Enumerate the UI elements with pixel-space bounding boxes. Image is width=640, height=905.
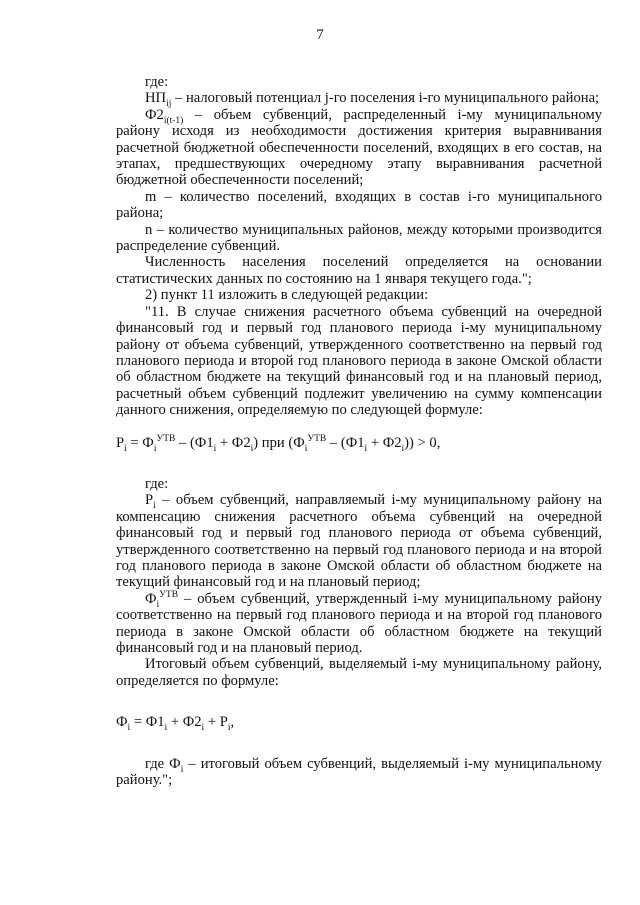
formula1-sub-g: i — [401, 443, 405, 454]
formula2-sub-a: i — [127, 723, 131, 734]
final-definition-text: – итоговый объем субвенций, выделяемый i-му муниципальному району."; — [116, 755, 602, 789]
formula1-part-b: = Ф — [126, 434, 154, 451]
page-number: 7 — [316, 27, 324, 43]
total-paragraph: Итоговый объем субвенций, выделяемый i-му муниципальному району, определяется по формуле: — [116, 656, 602, 689]
formula1-sub-c: i — [213, 443, 217, 454]
futv-subscript: i — [156, 599, 160, 610]
formula1-sub-b: i — [153, 443, 157, 454]
p-definition-text: – объем субвенций, направляемый i-му муниципальному району на компенсацию снижения расчетного объема субвенций на очередной финансовый год и первый год планового периода от объема субвенций, утвержденного соответственно на первый год планового периода и на второй год планового периода в законе Омской области об областном бюджете на текущий финансовый год и на плановый период; — [116, 492, 602, 591]
formula1-sup-e: УТВ — [307, 433, 327, 444]
formula2-part-e: , — [230, 714, 235, 731]
final-definition-subscript: i — [180, 764, 184, 775]
formula-compensation — [116, 433, 602, 454]
formula1-part-g: + Ф2 — [367, 434, 402, 451]
formula-total — [116, 714, 602, 734]
p-definition — [116, 492, 602, 590]
f2-symbol: Ф2 — [145, 106, 164, 123]
formula1-sub-e: i — [304, 443, 308, 454]
f2-definition-text: – объем субвенций, распределенный i-му муниципальному району исходя из необходимости достижения критерия выравнивания расчетной бюджетной обеспеченности поселений, входящих в его состав, на этапах, предшествующих очередному этапу выравнивания расчетной бюджетной обеспеченности поселений; — [116, 106, 602, 189]
np-definition — [116, 90, 602, 110]
formula2-part-b: = Ф1 — [130, 714, 165, 731]
formula1-sup-b: УТВ — [156, 433, 176, 444]
formula1-part-c: – (Ф1 — [175, 434, 214, 451]
final-definition — [116, 756, 602, 789]
np-definition-text: – налоговый потенциал j-го поселения i-го муниципального района; — [171, 90, 600, 107]
futv-symbol: Ф — [145, 590, 157, 607]
formula2-part-c: + Ф2 — [167, 714, 202, 731]
formula2-sub-c: i — [201, 723, 205, 734]
np-subscript: ij — [166, 99, 172, 110]
population-paragraph: Численность населения поселений определяется на основании статистических данных по состоянию на 1 января текущего года."; — [116, 254, 602, 287]
formula1-part-h: )) > 0, — [404, 434, 441, 451]
formula1-part-e: ) при (Ф — [253, 434, 305, 451]
m-definition: m – количество поселений, входящих в состав i-го муниципального района; — [116, 188, 602, 222]
futv-definition-text: – объем субвенций, утвержденный i-му муниципальному району соответственно на первый год планового периода и на второй год планового периода в законе Омской области об областном бюджете на текущий финансовый год и на плановый период. — [116, 590, 602, 656]
formula1-part-a: P — [116, 434, 125, 451]
futv-definition — [116, 591, 602, 657]
formula1-sub-a: i — [124, 443, 127, 454]
f2-definition — [116, 107, 602, 189]
formula1-part-f: – (Ф1 — [326, 434, 365, 451]
document-body — [116, 74, 602, 788]
formula1-sub-d: i — [250, 443, 254, 454]
formula1-sub-f: i — [364, 443, 368, 454]
p-symbol: P — [145, 492, 154, 509]
where-label-1: где: — [145, 74, 169, 90]
np-symbol: НП — [145, 90, 167, 107]
where-label-2: где: — [145, 475, 169, 492]
formula2-part-d: + P — [204, 714, 228, 731]
item-2: 2) пункт 11 изложить в следующей редакции: — [145, 287, 429, 304]
final-definition-prefix: где Ф — [145, 755, 181, 772]
paragraph-11: "11. В случае снижения расчетного объема субвенций на очередной финансовый год и первый год планового периода i-му муниципальному району от объема субвенций, утвержденного соответственно на первый год планового периода и второй год планового периода в законе Омской области об областном бюджете на текущий финансовый год и на плановый период, расчетный объем субвенций подлежит увеличению на сумму компенсации данного снижения, определяемую по следующей формуле: — [116, 303, 602, 419]
n-definition: n – количество муниципальных районов, между которыми производится распределение субвенций. — [116, 221, 602, 255]
f2-subscript: i(t-1) — [163, 115, 184, 126]
futv-superscript: УТВ — [159, 589, 179, 600]
formula1-part-d: + Ф2 — [216, 434, 251, 451]
formula2-sub-b: i — [164, 723, 168, 734]
formula2-sub-d: i — [227, 723, 231, 734]
formula2-part-a: Ф — [116, 714, 128, 731]
p-subscript: i — [153, 501, 156, 512]
